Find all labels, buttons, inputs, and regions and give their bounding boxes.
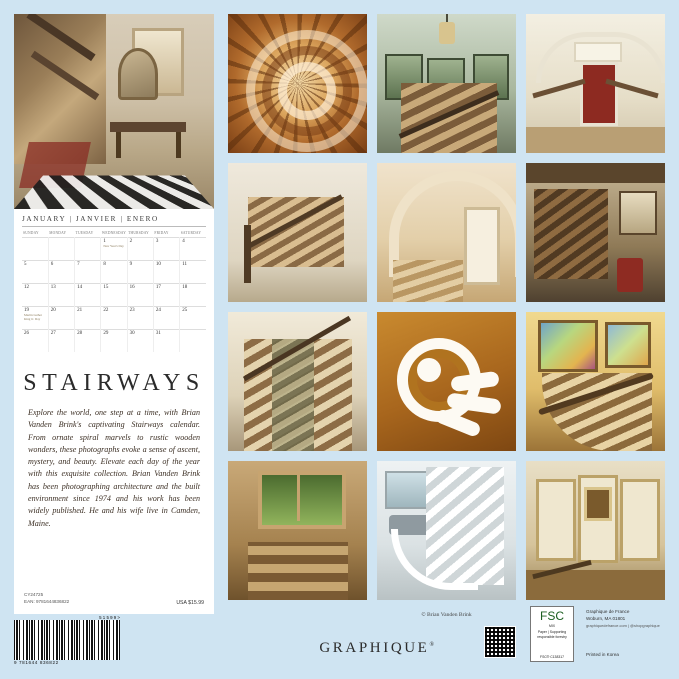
calendar-day-cell [180, 330, 206, 353]
calendar-table [22, 230, 206, 352]
calendar-month-title: JANUARY | JANVIER | ENERO [22, 215, 206, 227]
stained-glass-window [538, 320, 598, 372]
calendar-day-cell [180, 238, 206, 261]
day-number: 30 [129, 331, 135, 336]
calendar-day-cell [22, 307, 48, 330]
photo-dark-wood-stair-with-red-chair [526, 163, 665, 302]
calendar-week-row [22, 238, 206, 261]
photo-stair-with-carpet-runner [228, 312, 367, 451]
day-number: 4 [182, 239, 185, 244]
photo-table-leg [116, 132, 121, 158]
day-number: 9 [129, 262, 133, 267]
barcode-block [14, 615, 124, 665]
wall-panel [536, 479, 576, 561]
calendar-day-cell [101, 307, 127, 330]
fsc-mix-label: MIX [548, 624, 556, 628]
doorway [464, 207, 500, 285]
registered-mark-icon: ® [429, 642, 437, 648]
stair-flight [248, 197, 344, 267]
photo-curved-arch-stairwell [377, 163, 516, 302]
spiral-ring-inner [278, 62, 336, 120]
day-number: 28 [77, 331, 83, 336]
calendar-weekday-row [22, 230, 206, 238]
weekday-header: TUESDAY [75, 231, 94, 235]
calendar-day-cell [48, 307, 74, 330]
day-number: 24 [155, 308, 161, 313]
calendar-day-cell [75, 261, 101, 284]
fsc-code: FSC® C138317 [540, 655, 564, 659]
photo-white-volute-handrail-detail [377, 312, 516, 451]
window [258, 471, 346, 529]
day-number: 8 [103, 262, 106, 267]
calendar-day-cell [101, 284, 127, 307]
photo-wood-window-seat-stair [228, 461, 367, 600]
day-number: 1 [103, 239, 106, 244]
calendar-day-cell [127, 307, 153, 330]
curved-staircase [542, 373, 652, 451]
item-code: CY24725 [24, 592, 44, 598]
day-number: 14 [77, 285, 83, 290]
transom-window [574, 42, 622, 62]
photo-white-foyer-with-red-door [526, 14, 665, 153]
day-number: 3 [155, 239, 159, 244]
calendar-day-cell [153, 261, 179, 284]
newel-post [244, 225, 251, 283]
photo-mirror [118, 48, 158, 100]
publisher-url[interactable]: graphiquedefrance.com | @shopgraphique [586, 622, 660, 628]
day-number: 27 [50, 331, 56, 336]
day-number: 31 [155, 331, 161, 336]
calendar-day-cell [48, 261, 74, 284]
calendar-day-cell [22, 261, 48, 284]
staircase [534, 189, 608, 279]
weekday-header: SUNDAY [23, 231, 39, 235]
volute-center [417, 358, 441, 382]
calendar-day-cell [22, 238, 48, 261]
product-codes-row [14, 592, 214, 614]
calendar-week-row [22, 261, 206, 284]
weekday-header: WEDNESDAY [101, 231, 127, 235]
calendar-week-row [22, 330, 206, 353]
photo-console-table [110, 122, 186, 132]
day-note: New Year's Day [103, 244, 124, 248]
calendar-day-cell [75, 307, 101, 330]
ean-code: EAN: 9781644836822 [24, 599, 70, 605]
curved-wall [391, 529, 478, 590]
calendar-day-cell [101, 238, 127, 261]
day-number: 29 [103, 331, 109, 336]
day-number: 17 [155, 285, 161, 290]
photo-table-leg [176, 132, 181, 158]
photo-wood-stair-in-white-room [228, 163, 367, 302]
calendar-day-cell [153, 284, 179, 307]
cover-photo-hallway [14, 14, 214, 209]
photo-checkered-floor [14, 175, 214, 209]
day-number: 5 [24, 262, 27, 267]
publisher-city: Woburn, MA 01801 [586, 616, 626, 622]
calendar-day-cell [48, 238, 74, 261]
day-number: 25 [182, 308, 188, 313]
calendar-day-cell [153, 330, 179, 353]
photo-grand-curved-stair-stained-glass [526, 312, 665, 451]
day-number: 26 [24, 331, 29, 336]
price-label: USA $15.99 [176, 600, 204, 606]
stair-treads [248, 542, 348, 600]
calendar-day-cell [101, 261, 127, 284]
calendar-day-cell [48, 330, 74, 353]
day-note: Martin Luther King Jr. Day [24, 313, 42, 321]
publisher-info [586, 608, 678, 629]
framed-artwork [584, 487, 612, 521]
calendar-day-cell [180, 261, 206, 284]
staircase [401, 83, 497, 153]
calendar-day-cell [22, 284, 48, 307]
brand-name: GRAPHIQUE [319, 640, 430, 656]
weekday-header: FRIDAY [154, 231, 169, 235]
calendar-day-cell [22, 330, 48, 353]
day-number: 18 [182, 285, 188, 290]
calendar-day-cell [127, 330, 153, 353]
calendar-day-cell [75, 284, 101, 307]
pendant-light [439, 22, 455, 44]
barcode-price-addon: 5 1 5 9 9 > [99, 615, 120, 620]
day-number: 16 [129, 285, 135, 290]
wall-panel [620, 479, 660, 561]
calendar-week-row [22, 284, 206, 307]
printed-in-label: Printed in Korea [586, 652, 619, 657]
day-number: 22 [103, 308, 109, 313]
day-number: 10 [155, 262, 161, 267]
day-number: 20 [50, 308, 56, 313]
calendar-day-cell [180, 307, 206, 330]
photo-ornate-gilded-hall-stair [526, 461, 665, 600]
window [619, 191, 657, 235]
day-number: 19 [24, 308, 29, 313]
calendar-day-cell [101, 330, 127, 353]
calendar-day-cell [75, 238, 101, 261]
fsc-tree-icon: FSC [540, 609, 564, 623]
window-mullion [297, 471, 300, 521]
day-number: 6 [50, 262, 54, 267]
day-number: 12 [24, 285, 29, 290]
weekday-header: SATURDAY [180, 231, 202, 235]
day-number: 13 [50, 285, 56, 290]
ceiling-beam [526, 163, 665, 183]
calendar-day-cell [75, 330, 101, 353]
stained-glass-window [605, 322, 651, 368]
photo-spiral-staircase-overhead [228, 14, 367, 153]
red-chair [617, 258, 643, 292]
calendar-day-cell [127, 284, 153, 307]
red-door [580, 62, 618, 126]
brand-logo [228, 640, 528, 657]
sample-calendar-grid [14, 209, 214, 354]
calendar-day-cell [127, 238, 153, 261]
page-title: STAIRWAYS [23, 370, 205, 396]
calendar-day-cell [153, 238, 179, 261]
weekday-header: THURSDAY [128, 231, 149, 235]
day-number: 7 [77, 262, 80, 267]
photo-grid [228, 14, 665, 600]
day-number: 21 [77, 308, 83, 313]
left-info-panel [14, 14, 214, 614]
stair-treads [393, 260, 463, 302]
day-number: 15 [103, 285, 109, 290]
photo-wooden-stair-with-windows [377, 14, 516, 153]
publisher-name: Graphique de France [586, 609, 630, 614]
barcode-image [14, 620, 120, 660]
fsc-certification-badge [530, 606, 574, 662]
qr-code-icon[interactable] [484, 626, 516, 658]
calendar-day-cell [180, 284, 206, 307]
item-codes [24, 592, 69, 606]
day-number: 23 [129, 308, 135, 313]
calendar-day-cell [48, 284, 74, 307]
wood-floor [526, 127, 665, 153]
weekday-header: MONDAY [49, 231, 67, 235]
fsc-sub-label: Paper | Supporting responsible forestry [537, 630, 567, 639]
photo-modern-white-stair-living-room [377, 461, 516, 600]
calendar-day-cell [153, 307, 179, 330]
barcode-number: 9 781644 836822 [14, 660, 59, 665]
day-number: 11 [182, 262, 188, 267]
calendar-week-row [22, 307, 206, 330]
calendar-day-cell [127, 261, 153, 284]
copyright-notice: © Brian Vanden Brink [421, 612, 472, 618]
day-number: 2 [129, 239, 133, 244]
product-description: Explore the world, one step at a time, with Brian Vanden Brink's captivating Stairways calendar. From ornate spiral marvels to rustic wooden wonders, these photographs evoke a sense of ascent, mystery, and beauty. Elevate each day of the year with this exquisite collection. Brian Vanden Brink has been photographing architecture and the built environment since 1974 and his work has been widely published. He and his wife live in Camden, Maine. [28, 408, 200, 528]
